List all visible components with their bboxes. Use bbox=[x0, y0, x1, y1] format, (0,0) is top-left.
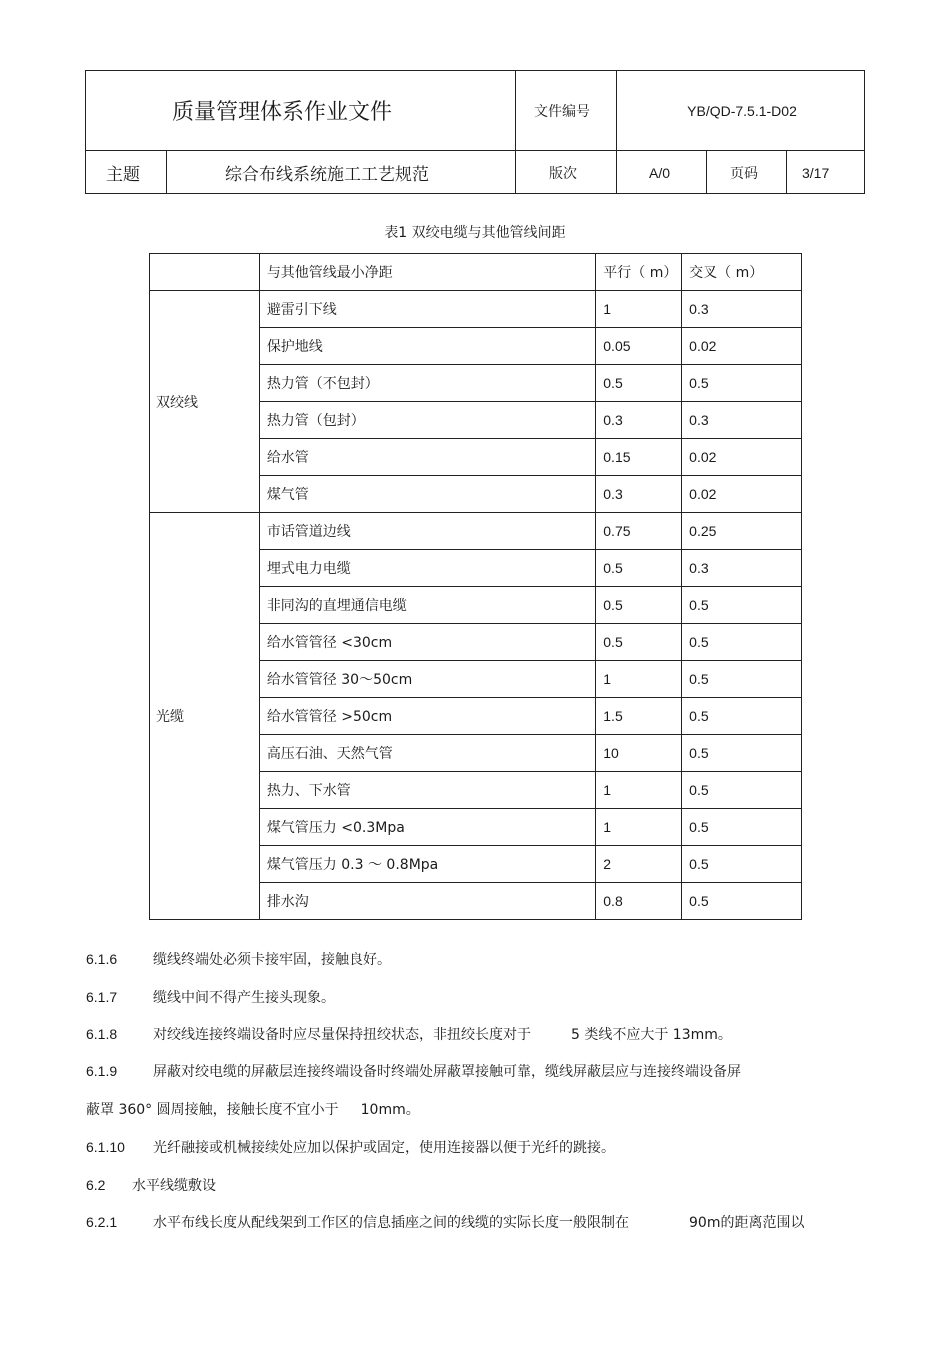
table-header-row bbox=[150, 254, 802, 291]
item-cell: 煤气管 bbox=[259, 476, 595, 513]
cross-cell: 0.5 bbox=[682, 698, 802, 735]
spacing-table bbox=[149, 253, 802, 920]
item-cell: 热力管（包封） bbox=[259, 402, 595, 439]
item-cell: 市话管道边线 bbox=[259, 513, 595, 550]
paragraph-6-1-9 bbox=[86, 1061, 741, 1081]
header-divider bbox=[706, 151, 707, 194]
item-cell: 排水沟 bbox=[259, 883, 595, 920]
cross-cell: 0.3 bbox=[682, 402, 802, 439]
cross-cell: 0.25 bbox=[682, 513, 802, 550]
clause-text: 水平线缆敷设 bbox=[132, 1178, 216, 1194]
clause-number: 6.1.10 bbox=[86, 1139, 125, 1155]
clause-text-tail: 10mm。 bbox=[360, 1102, 420, 1118]
group-label: 双绞线 bbox=[150, 291, 260, 513]
item-cell: 煤气管压力 <0.3Mpa bbox=[259, 809, 595, 846]
parallel-cell: 0.3 bbox=[596, 402, 682, 439]
item-cell: 热力、下水管 bbox=[259, 772, 595, 809]
clause-number: 6.1.8 bbox=[86, 1026, 118, 1042]
clause-number: 6.1.6 bbox=[86, 951, 118, 967]
item-cell: 给水管管径 30～50cm bbox=[259, 661, 595, 698]
clause-number: 6.2 bbox=[86, 1177, 106, 1193]
cross-cell: 0.5 bbox=[682, 661, 802, 698]
cross-cell: 0.5 bbox=[682, 624, 802, 661]
parallel-cell: 0.5 bbox=[596, 587, 682, 624]
clause-number: 6.2.1 bbox=[86, 1214, 118, 1230]
group-label: 光缆 bbox=[150, 513, 260, 920]
cross-cell: 0.5 bbox=[682, 846, 802, 883]
clause-text: 水平布线长度从配线架到工作区的信息插座之间的线缆的实际长度一般限制在 bbox=[153, 1215, 629, 1231]
parallel-cell: 0.3 bbox=[596, 476, 682, 513]
parallel-cell: 0.5 bbox=[596, 550, 682, 587]
cross-cell: 0.5 bbox=[682, 587, 802, 624]
cross-cell: 0.5 bbox=[682, 809, 802, 846]
cross-cell: 0.5 bbox=[682, 735, 802, 772]
cross-cell: 0.02 bbox=[682, 328, 802, 365]
cross-cell: 0.3 bbox=[682, 550, 802, 587]
doc-number: YB/QD-7.5.1-D02 bbox=[687, 102, 797, 119]
header-cell: 平行（ m） bbox=[596, 254, 682, 291]
cross-cell: 0.5 bbox=[682, 365, 802, 402]
table-row bbox=[150, 513, 802, 550]
clause-text: 缆线中间不得产生接头现象。 bbox=[153, 990, 335, 1006]
parallel-cell: 1 bbox=[596, 772, 682, 809]
version-label: 版次 bbox=[549, 165, 577, 182]
cross-cell: 0.02 bbox=[682, 439, 802, 476]
cross-cell: 0.5 bbox=[682, 883, 802, 920]
item-cell: 高压石油、天然气管 bbox=[259, 735, 595, 772]
section-6-2 bbox=[86, 1175, 216, 1195]
version: A/0 bbox=[649, 164, 671, 181]
clause-number: 6.1.7 bbox=[86, 989, 118, 1005]
subject-label: 主题 bbox=[106, 165, 140, 185]
parallel-cell: 0.15 bbox=[596, 439, 682, 476]
item-cell: 热力管（不包封） bbox=[259, 365, 595, 402]
clause-text: 蔽罩 360° 圆周接触，接触长度不宜小于 bbox=[86, 1102, 339, 1118]
parallel-cell: 0.8 bbox=[596, 883, 682, 920]
parallel-cell: 1 bbox=[596, 661, 682, 698]
parallel-cell: 10 bbox=[596, 735, 682, 772]
clause-text: 屏蔽对绞电缆的屏蔽层连接终端设备时终端处屏蔽罩接触可靠，缆线屏蔽层应与连接终端设备屏 bbox=[153, 1064, 741, 1080]
parallel-cell: 0.75 bbox=[596, 513, 682, 550]
header-cell: 交叉（ m） bbox=[682, 254, 802, 291]
parallel-cell: 1 bbox=[596, 809, 682, 846]
parallel-cell: 0.05 bbox=[596, 328, 682, 365]
header-divider bbox=[786, 151, 787, 194]
item-cell: 非同沟的直埋通信电缆 bbox=[259, 587, 595, 624]
clause-text: 光纤融接或机械接续处应加以保护或固定，使用连接器以便于光纤的跳接。 bbox=[153, 1140, 615, 1156]
table-row bbox=[150, 291, 802, 328]
paragraph-6-1-10 bbox=[86, 1137, 615, 1157]
paragraph-6-1-9-cont bbox=[86, 1099, 420, 1119]
header-divider bbox=[515, 71, 516, 194]
paragraph-6-1-7 bbox=[86, 987, 335, 1007]
document-header bbox=[85, 70, 865, 194]
clause-text-tail: 90m的距离范围以 bbox=[689, 1215, 805, 1231]
cross-cell: 0.3 bbox=[682, 291, 802, 328]
item-cell: 给水管 bbox=[259, 439, 595, 476]
parallel-cell: 1 bbox=[596, 291, 682, 328]
cross-cell: 0.02 bbox=[682, 476, 802, 513]
clause-text-tail: 5 类线不应大于 13mm。 bbox=[571, 1027, 732, 1043]
parallel-cell: 0.5 bbox=[596, 365, 682, 402]
parallel-cell: 2 bbox=[596, 846, 682, 883]
item-cell: 煤气管压力 0.3 ～ 0.8Mpa bbox=[259, 846, 595, 883]
paragraph-6-1-8 bbox=[86, 1024, 732, 1044]
parallel-cell: 1.5 bbox=[596, 698, 682, 735]
header-cell: 与其他管线最小净距 bbox=[259, 254, 595, 291]
item-cell: 保护地线 bbox=[259, 328, 595, 365]
paragraph-6-1-6 bbox=[86, 949, 391, 969]
clause-number: 6.1.9 bbox=[86, 1063, 118, 1079]
doc-number-label: 文件编号 bbox=[534, 103, 590, 120]
item-cell: 给水管管径 >50cm bbox=[259, 698, 595, 735]
item-cell: 给水管管径 <30cm bbox=[259, 624, 595, 661]
table-caption: 表1 双绞电缆与其他管线间距 bbox=[384, 225, 566, 241]
clause-text: 对绞线连接终端设备时应尽量保持扭绞状态，非扭绞长度对于 bbox=[153, 1027, 531, 1043]
page-label: 页码 bbox=[730, 165, 758, 182]
cross-cell: 0.5 bbox=[682, 772, 802, 809]
parallel-cell: 0.5 bbox=[596, 624, 682, 661]
clause-text: 缆线终端处必须卡接牢固，接触良好。 bbox=[153, 952, 391, 968]
paragraph-6-2-1 bbox=[86, 1212, 804, 1232]
document-title: 质量管理体系作业文件 bbox=[172, 100, 393, 125]
item-cell: 埋式电力电缆 bbox=[259, 550, 595, 587]
header-cell bbox=[150, 254, 260, 291]
subject: 综合布线系统施工工艺规范 bbox=[225, 165, 429, 185]
header-divider bbox=[166, 151, 167, 194]
page-number: 3/17 bbox=[802, 164, 830, 181]
item-cell: 避雷引下线 bbox=[259, 291, 595, 328]
